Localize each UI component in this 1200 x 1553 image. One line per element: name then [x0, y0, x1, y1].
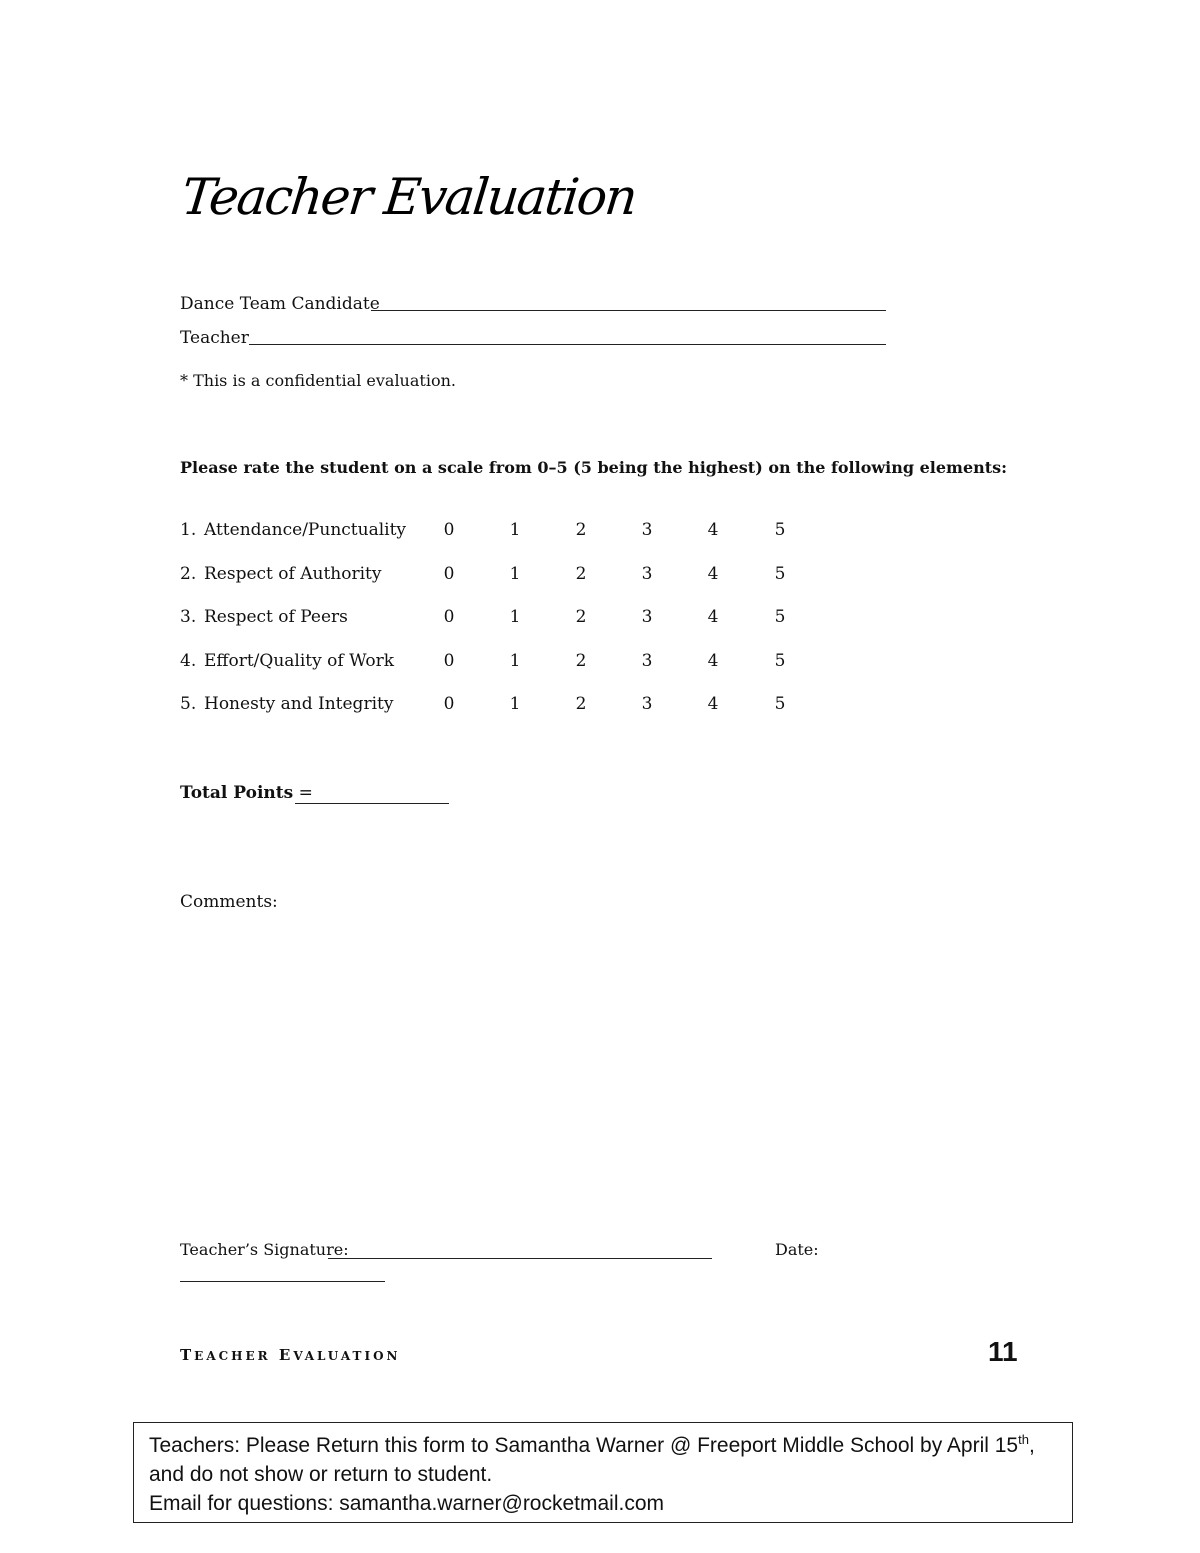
candidate-label: Dance Team Candidate	[180, 294, 380, 314]
score-option[interactable]: 4	[707, 520, 719, 540]
score-option[interactable]: 4	[707, 650, 719, 671]
score-option[interactable]: 1	[509, 563, 521, 584]
return-instructions-box	[133, 1422, 1073, 1523]
score-option[interactable]: 5	[774, 607, 786, 627]
score-option[interactable]: 5	[774, 694, 786, 714]
notice-line	[149, 1431, 1072, 1460]
notice-superscript: th	[1018, 1432, 1029, 1447]
score-option[interactable]: 1	[509, 607, 521, 627]
score-option[interactable]: 2	[575, 563, 587, 584]
score-option[interactable]: 1	[509, 694, 521, 714]
signature-line[interactable]	[328, 1258, 712, 1259]
score-option[interactable]: 0	[443, 607, 455, 627]
criterion-number: 1.	[180, 520, 197, 540]
notice-email-line: Email for questions: samantha.warner@rocketmail.com	[149, 1492, 665, 1515]
criterion-label: Effort/Quality of Work	[204, 650, 395, 671]
notice-text: Teachers: Please Return this form to Samantha Warner @ Freeport Middle School by April 15	[149, 1434, 1019, 1457]
score-option[interactable]: 5	[774, 650, 786, 671]
rating-instruction: Please rate the student on a scale from 0–5 (5 being the highest) on the following elements:	[180, 458, 1008, 477]
criterion-number: 2.	[180, 563, 197, 584]
teacher-label: Teacher	[180, 328, 249, 348]
candidate-name-line[interactable]	[371, 310, 886, 311]
criterion-label: Honesty and Integrity	[204, 694, 394, 714]
footer-section-label	[180, 1346, 401, 1364]
confidential-note: * This is a confidential evaluation.	[180, 371, 456, 390]
footer-label-rest: VALUATION	[293, 1349, 401, 1363]
notice-line: and do not show or return to student.	[149, 1463, 493, 1486]
date-line[interactable]	[180, 1281, 385, 1282]
total-equals: =	[298, 783, 313, 803]
score-option[interactable]: 2	[575, 694, 587, 714]
notice-text: ,	[1028, 1434, 1035, 1457]
footer-label-initial: E	[278, 1346, 294, 1364]
score-option[interactable]: 3	[641, 563, 653, 584]
score-option[interactable]: 0	[443, 650, 455, 671]
score-option[interactable]: 3	[641, 650, 653, 671]
footer-label-initial: T	[180, 1346, 195, 1364]
total-points-line[interactable]	[295, 803, 449, 804]
page-title: Teacher Evaluation	[178, 168, 639, 226]
score-option[interactable]: 2	[575, 520, 587, 540]
score-option[interactable]: 5	[774, 563, 786, 584]
score-option[interactable]: 4	[707, 694, 719, 714]
score-option[interactable]: 1	[509, 650, 521, 671]
criterion-number: 5.	[180, 694, 197, 714]
criterion-number: 4.	[180, 650, 197, 671]
page-number: 11	[988, 1336, 1018, 1367]
score-option[interactable]: 0	[443, 563, 455, 584]
score-option[interactable]: 2	[575, 650, 587, 671]
total-points	[180, 783, 313, 803]
score-option[interactable]: 4	[707, 563, 719, 584]
score-option[interactable]: 0	[443, 694, 455, 714]
criterion-label: Attendance/Punctuality	[204, 520, 407, 540]
score-option[interactable]: 2	[575, 607, 587, 627]
date-label: Date:	[775, 1240, 819, 1259]
comments-label: Comments:	[180, 892, 278, 912]
criterion-number: 3.	[180, 607, 197, 627]
footer-label-rest: EACHER	[194, 1349, 271, 1363]
score-option[interactable]: 3	[641, 607, 653, 627]
teacher-name-line[interactable]	[249, 344, 886, 345]
score-option[interactable]: 1	[509, 520, 521, 540]
signature-label: Teacher’s Signature:	[180, 1240, 349, 1259]
criterion-label: Respect of Authority	[204, 563, 382, 584]
score-option[interactable]: 3	[641, 520, 653, 540]
score-option[interactable]: 3	[641, 694, 653, 714]
score-option[interactable]: 0	[443, 520, 455, 540]
criterion-label: Respect of Peers	[204, 607, 348, 627]
score-option[interactable]: 4	[707, 607, 719, 627]
score-option[interactable]: 5	[774, 520, 786, 540]
total-points-label: Total Points	[180, 783, 294, 803]
